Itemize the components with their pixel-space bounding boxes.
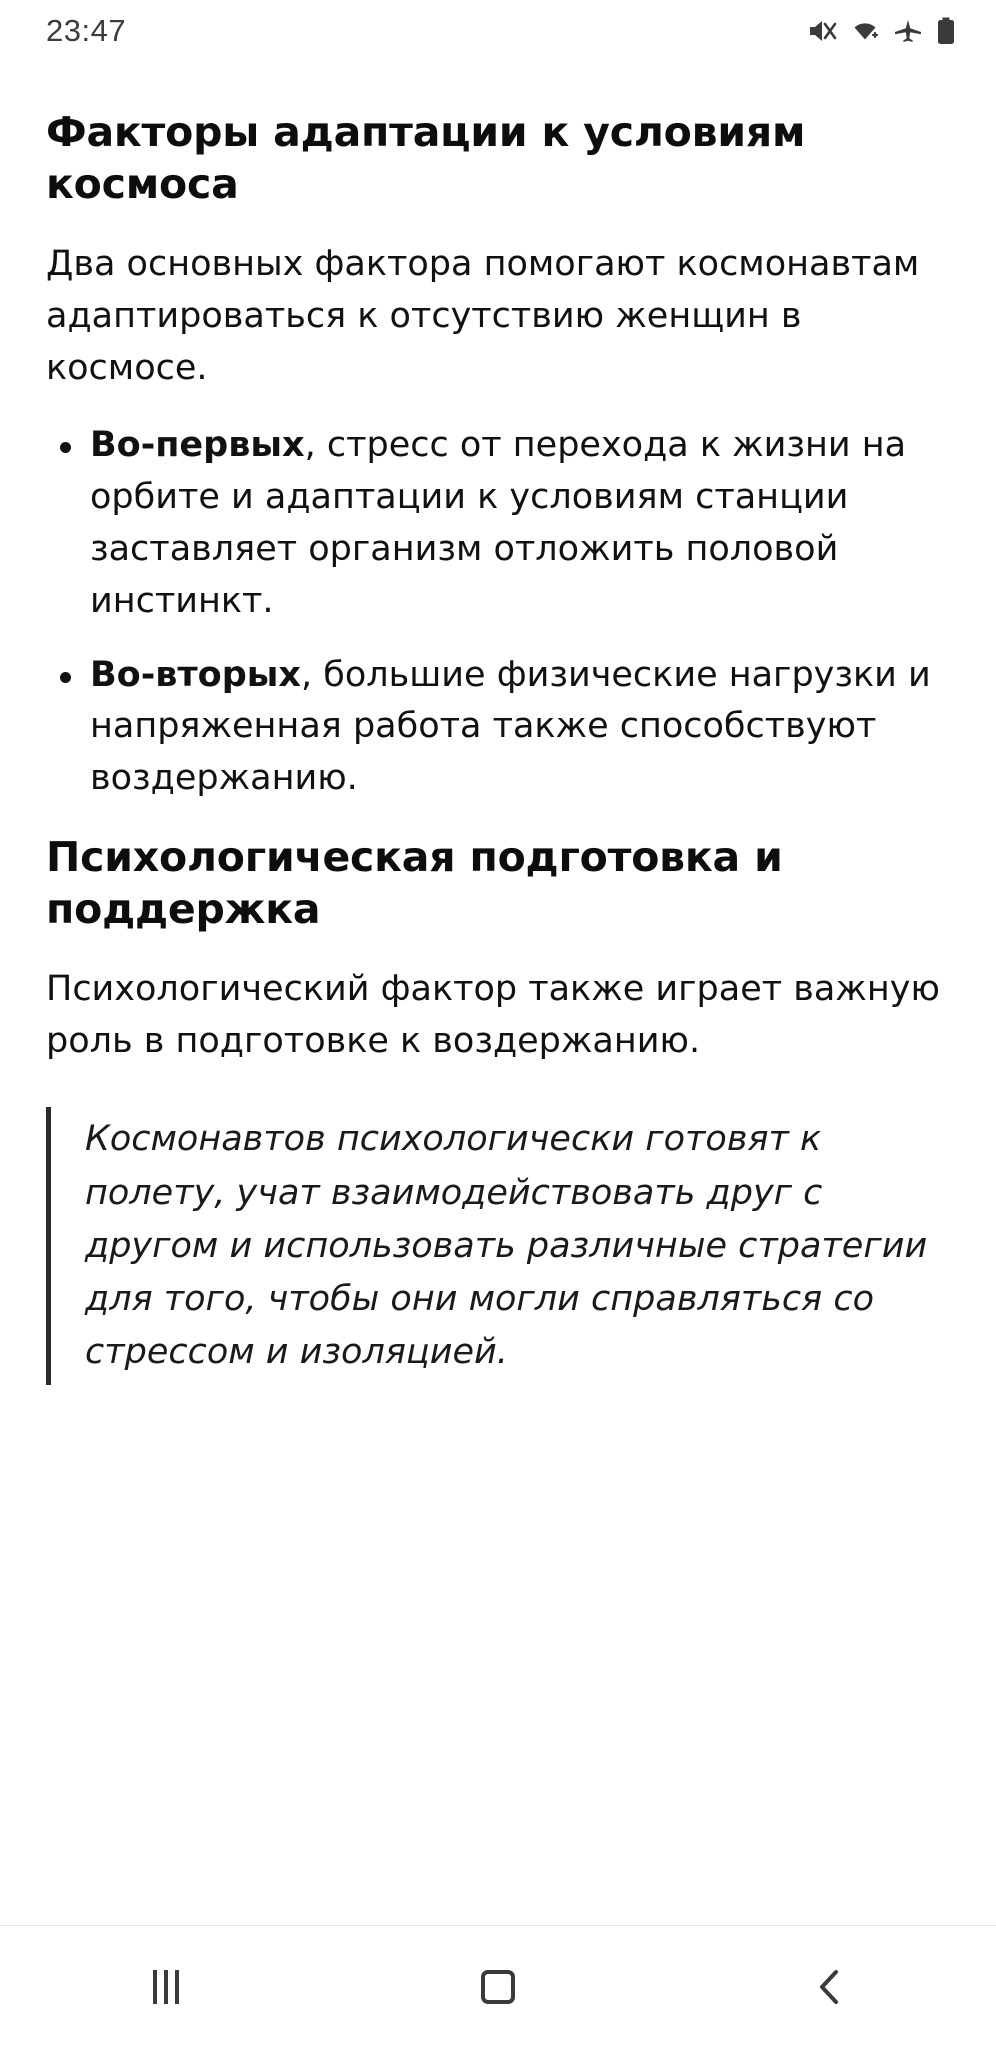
intro-paragraph: Два основных фактора помогают космонавтам адаптироваться к отсутствию женщин в космосе. xyxy=(46,243,920,388)
status-clock: 23:47 xyxy=(46,13,127,48)
factors-list xyxy=(46,420,960,805)
home-icon xyxy=(481,1970,515,2004)
airplane-mode-icon xyxy=(893,18,923,44)
list-item xyxy=(46,650,960,805)
list-item-lead: Во-вторых xyxy=(90,654,302,695)
pull-quote: Космонавтов психологически готовят к полету, учат взаимодействовать друг с другом и использовать различные стратегии для того, чтобы они могли справляться со стрессом и изоляцией. xyxy=(46,1107,960,1385)
list-item-lead: Во-первых xyxy=(90,425,305,466)
status-bar xyxy=(0,0,996,62)
system-navigation-bar xyxy=(0,1926,996,2048)
battery-icon xyxy=(936,17,956,45)
status-icons xyxy=(807,17,956,45)
back-button[interactable] xyxy=(770,1947,890,2027)
back-icon xyxy=(814,1967,846,2007)
wifi-icon xyxy=(850,18,880,44)
recents-button[interactable] xyxy=(106,1947,226,2027)
home-button[interactable] xyxy=(438,1947,558,2027)
psychology-paragraph: Психологический фактор также играет важную роль в подготовке к воздержанию. xyxy=(46,968,940,1061)
page-title: Факторы адаптации к условиям космоса xyxy=(46,108,806,209)
recents-icon xyxy=(153,1970,179,2004)
mute-icon xyxy=(807,18,837,44)
list-item xyxy=(46,420,960,627)
article-content xyxy=(0,62,996,1385)
list-item-text: , большие физические нагрузки и напряженная работа также способствуют воздержанию. xyxy=(90,654,931,799)
list-item-text: , стресс от перехода к жизни на орбите и адаптации к условиям станции заставляет организм отложить половой инстинкт. xyxy=(90,425,907,621)
section-title-psychology: Психологическая подготовка и поддержка xyxy=(46,832,783,934)
